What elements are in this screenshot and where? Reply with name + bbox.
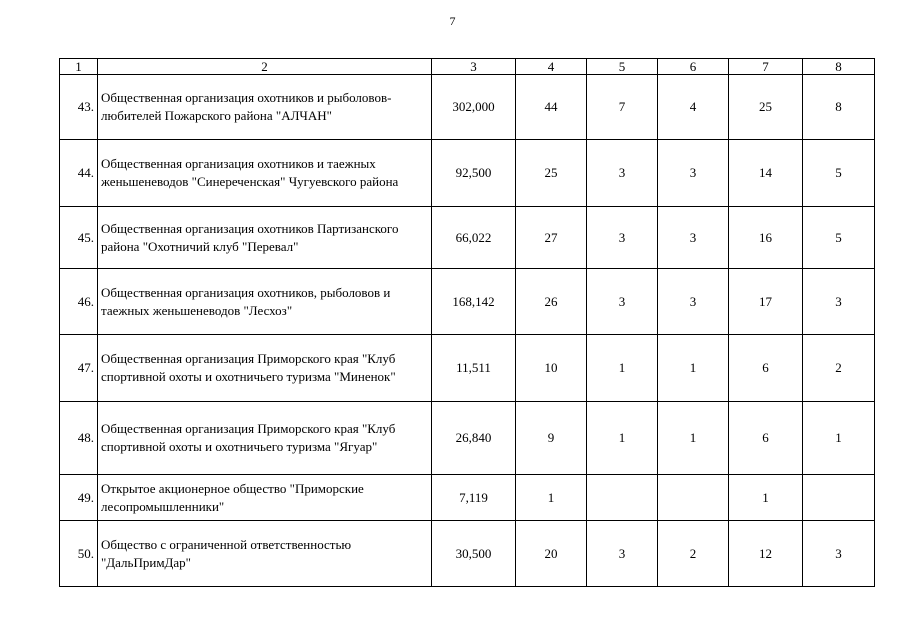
organization-name: Открытое акционерное общество "Приморские лесопромышленники" [98, 475, 432, 521]
cell-value: 1 [587, 335, 658, 402]
column-header: 2 [98, 59, 432, 75]
organization-name: Общественная организация охотников Партизанского района "Охотничий клуб "Перевал" [98, 207, 432, 269]
table-row [60, 475, 875, 521]
column-number-row [60, 59, 875, 75]
column-header: 4 [516, 59, 587, 75]
row-number: 50. [60, 521, 98, 587]
cell-value: 1 [803, 402, 875, 475]
cell-value: 26 [516, 269, 587, 335]
table-row [60, 402, 875, 475]
row-number: 44. [60, 140, 98, 207]
row-number: 48. [60, 402, 98, 475]
cell-value: 20 [516, 521, 587, 587]
cell-value: 9 [516, 402, 587, 475]
column-header: 8 [803, 59, 875, 75]
area-value: 26,840 [432, 402, 516, 475]
area-value: 11,511 [432, 335, 516, 402]
cell-value: 25 [729, 75, 803, 140]
cell-value: 1 [658, 402, 729, 475]
cell-value: 3 [803, 269, 875, 335]
table-row [60, 521, 875, 587]
cell-value: 3 [803, 521, 875, 587]
cell-value: 8 [803, 75, 875, 140]
cell-value: 3 [587, 521, 658, 587]
cell-value: 44 [516, 75, 587, 140]
area-value: 92,500 [432, 140, 516, 207]
cell-value: 1 [587, 402, 658, 475]
cell-value: 27 [516, 207, 587, 269]
column-header: 6 [658, 59, 729, 75]
table-row [60, 140, 875, 207]
cell-value [803, 475, 875, 521]
cell-value: 25 [516, 140, 587, 207]
cell-value: 10 [516, 335, 587, 402]
area-value: 66,022 [432, 207, 516, 269]
row-number: 47. [60, 335, 98, 402]
cell-value: 6 [729, 335, 803, 402]
column-header: 7 [729, 59, 803, 75]
cell-value: 3 [587, 140, 658, 207]
table-row [60, 269, 875, 335]
area-value: 7,119 [432, 475, 516, 521]
cell-value: 16 [729, 207, 803, 269]
cell-value: 12 [729, 521, 803, 587]
cell-value: 3 [658, 269, 729, 335]
organization-name: Общественная организация охотников и таежных женьшеневодов "Синереченская" Чугуевского района [98, 140, 432, 207]
column-header: 5 [587, 59, 658, 75]
cell-value: 3 [587, 207, 658, 269]
cell-value [658, 475, 729, 521]
cell-value: 5 [803, 140, 875, 207]
organization-name: Общественная организация охотников, рыболовов и таежных женьшеневодов "Лесхоз" [98, 269, 432, 335]
cell-value: 2 [658, 521, 729, 587]
table-row [60, 207, 875, 269]
organizations-table [59, 58, 875, 587]
column-header: 3 [432, 59, 516, 75]
row-number: 43. [60, 75, 98, 140]
cell-value: 5 [803, 207, 875, 269]
cell-value: 7 [587, 75, 658, 140]
cell-value: 3 [587, 269, 658, 335]
organization-name: Общественная организация Приморского края "Клуб спортивной охоты и охотничьего туризма "Миненок" [98, 335, 432, 402]
cell-value: 17 [729, 269, 803, 335]
cell-value: 3 [658, 207, 729, 269]
cell-value: 1 [658, 335, 729, 402]
column-header: 1 [60, 59, 98, 75]
cell-value: 14 [729, 140, 803, 207]
row-number: 46. [60, 269, 98, 335]
page-number: 7 [449, 14, 456, 28]
cell-value [587, 475, 658, 521]
cell-value: 3 [658, 140, 729, 207]
organization-name: Общество с ограниченной ответственностью "ДальПримДар" [98, 521, 432, 587]
area-value: 30,500 [432, 521, 516, 587]
area-value: 168,142 [432, 269, 516, 335]
cell-value: 1 [516, 475, 587, 521]
row-number: 45. [60, 207, 98, 269]
cell-value: 2 [803, 335, 875, 402]
row-number: 49. [60, 475, 98, 521]
cell-value: 6 [729, 402, 803, 475]
table-row [60, 75, 875, 140]
organization-name: Общественная организация Приморского края "Клуб спортивной охоты и охотничьего туризма "Ягуар" [98, 402, 432, 475]
cell-value: 4 [658, 75, 729, 140]
organization-name: Общественная организация охотников и рыболовов-любителей Пожарского района "АЛЧАН" [98, 75, 432, 140]
cell-value: 1 [729, 475, 803, 521]
table-row [60, 335, 875, 402]
area-value: 302,000 [432, 75, 516, 140]
